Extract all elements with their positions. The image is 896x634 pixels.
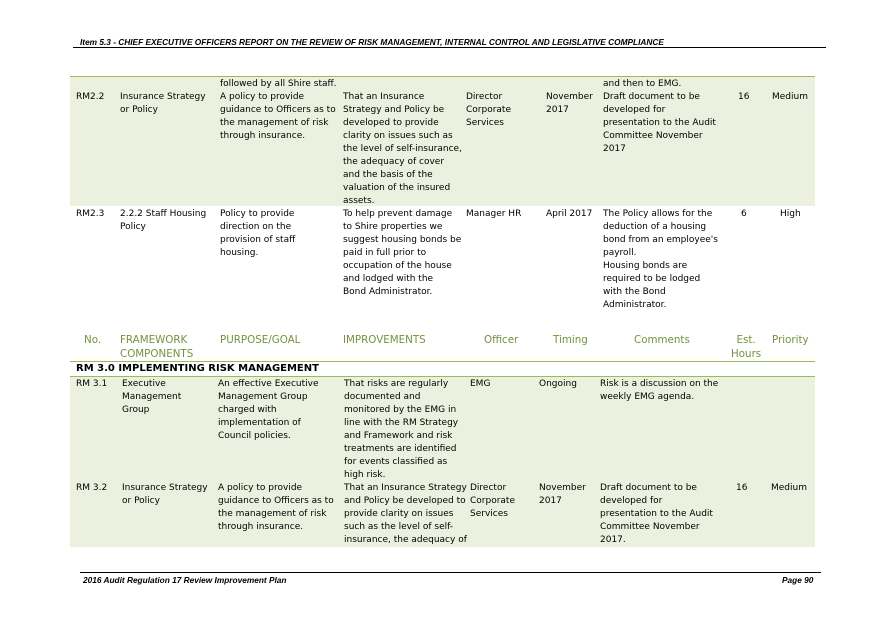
column-header-officer: Officer xyxy=(484,334,519,346)
row-purpose: A policy to provide guidance to Officers as to the management of risk through insurance. xyxy=(218,483,334,532)
row-purpose: A policy to provide guidance to Officers as to the management of risk through insurance. xyxy=(220,92,336,141)
row-component: Executive Management Group xyxy=(122,379,182,415)
row-purpose: Policy to provide direction on the provision of staff housing. xyxy=(220,209,296,258)
row-priority: High xyxy=(780,209,801,219)
column-header-improvements: IMPROVEMENTS xyxy=(343,334,426,346)
section-title: RM 3.0 IMPLEMENTING RISK MANAGEMENT xyxy=(76,363,319,374)
header-rule-bottom xyxy=(70,361,815,362)
row-hours: 16 xyxy=(738,92,750,102)
column-header-hours: Est. Hours xyxy=(731,334,762,360)
row-officer: EMG xyxy=(470,379,491,389)
row-comments: The Policy allows for the deduction of a housing bond from an employee's payroll. Housing bonds are required to be lodged with the Bond Administrator. xyxy=(603,209,718,310)
header-rule xyxy=(73,47,826,48)
column-header-framework: FRAMEWORK COMPONENTS xyxy=(120,334,194,360)
row-improvements: That an Insurance Strategy and Policy be developed to provide clarity on issues such as the level of self- insurance, the adequacy of xyxy=(344,483,467,545)
row-comments: Risk is a discussion on the weekly EMG agenda. xyxy=(600,379,719,402)
row-hours: 6 xyxy=(741,209,747,219)
column-header-priority: Priority xyxy=(772,334,809,346)
row-timing: Ongoing xyxy=(539,379,577,389)
row-hours: 16 xyxy=(736,483,748,493)
row-timing: April 2017 xyxy=(546,209,593,219)
comments-continuation: and then to EMG. xyxy=(603,79,682,89)
column-header-comments: Comments xyxy=(634,334,690,346)
row-improvements: That risks are regularly documented and monitored by the EMG in line with the RM Strategy and Framework and risk treatments are identified for events classified as high risk. xyxy=(344,379,459,480)
row-component: Insurance Strategy or Policy xyxy=(120,92,206,115)
row-comments: Draft document to be developed for presentation to the Audit Committee November 2017 xyxy=(603,92,716,154)
row-comments: Draft document to be developed for presentation to the Audit Committee November 2017. xyxy=(600,483,713,545)
row-officer: Director Corporate Services xyxy=(466,92,511,128)
column-header-purpose: PURPOSE/GOAL xyxy=(220,334,301,346)
row-timing: November 2017 xyxy=(546,92,593,115)
row-officer: Director Corporate Services xyxy=(470,483,515,519)
purpose-continuation: followed by all Shire staff. xyxy=(220,79,337,89)
row-improvements: To help prevent damage to Shire properties we suggest housing bonds be paid in full prior to occupation of the house and lodged with the Bond Administrator. xyxy=(343,209,462,297)
row-component: Insurance Strategy or Policy xyxy=(122,483,208,506)
row-officer: Manager HR xyxy=(466,209,522,219)
row-number: RM2.2 xyxy=(76,92,105,102)
row-number: RM2.3 xyxy=(76,209,105,219)
row-number: RM 3.1 xyxy=(76,379,108,389)
row-timing: November 2017 xyxy=(539,483,586,506)
column-header-timing: Timing xyxy=(553,334,588,346)
footer-title: 2016 Audit Regulation 17 Review Improvement Plan xyxy=(83,575,287,585)
page-number: Page 90 xyxy=(782,575,814,585)
row-priority: Medium xyxy=(772,92,808,102)
row-number: RM 3.2 xyxy=(76,483,108,493)
page-header: Item 5.3 - CHIEF EXECUTIVE OFFICERS REPORT ON THE REVIEW OF RISK MANAGEMENT, INTERNAL CONTROL AND LEGISLATIVE COMPLIANCE xyxy=(80,37,664,47)
row-priority: Medium xyxy=(771,483,807,493)
row-component: 2.2.2 Staff Housing Policy xyxy=(120,209,207,232)
row-purpose: An effective Executive Management Group charged with implementation of Council policies. xyxy=(218,379,319,441)
column-header-no: No. xyxy=(84,334,102,346)
footer-rule xyxy=(80,572,821,573)
row-improvements: That an Insurance Strategy and Policy be developed to provide clarity on issues such as the level of self-insurance, the adequacy of cover and the basis of the valuation of the insured assets. xyxy=(343,92,462,206)
